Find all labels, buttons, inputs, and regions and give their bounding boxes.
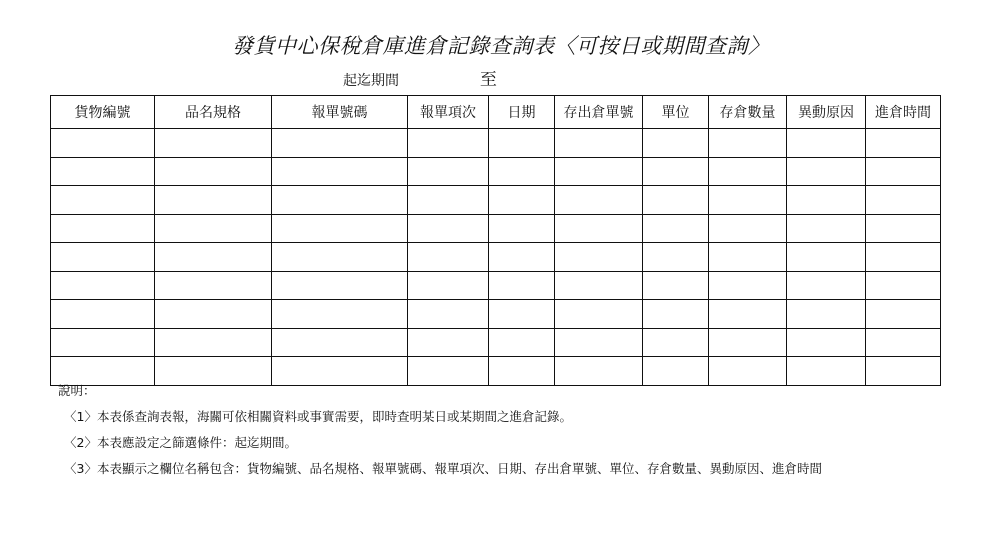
table-cell[interactable] xyxy=(643,186,709,215)
period-to-field[interactable] xyxy=(501,74,573,88)
table-cell[interactable] xyxy=(51,186,155,215)
table-cell[interactable] xyxy=(408,300,489,329)
table-cell[interactable] xyxy=(155,243,272,272)
column-header-declaration-no: 報單號碼 xyxy=(272,96,408,129)
table-cell[interactable] xyxy=(155,157,272,186)
table-row xyxy=(51,186,941,215)
table-cell[interactable] xyxy=(709,300,787,329)
table-cell[interactable] xyxy=(555,300,643,329)
table-cell[interactable] xyxy=(155,271,272,300)
note-2: 〈2〉本表應設定之篩選條件：起迄期間。 xyxy=(64,435,297,450)
table-cell[interactable] xyxy=(709,243,787,272)
table-row xyxy=(51,243,941,272)
table-cell[interactable] xyxy=(408,129,489,158)
table-cell[interactable] xyxy=(709,186,787,215)
table-cell[interactable] xyxy=(272,271,408,300)
table-cell[interactable] xyxy=(643,328,709,357)
table-cell[interactable] xyxy=(787,186,866,215)
table-cell[interactable] xyxy=(643,214,709,243)
notes-heading: 說明： xyxy=(58,383,96,398)
table-cell[interactable] xyxy=(643,300,709,329)
table-cell[interactable] xyxy=(787,271,866,300)
table-cell[interactable] xyxy=(51,300,155,329)
note-1: 〈1〉本表係查詢表報，海關可依相關資料或事實需要，即時查明某日或某期間之進倉記錄。 xyxy=(64,409,572,424)
table-cell[interactable] xyxy=(787,214,866,243)
table-cell[interactable] xyxy=(489,186,555,215)
table-cell[interactable] xyxy=(866,357,941,386)
table-cell[interactable] xyxy=(643,157,709,186)
header-row xyxy=(51,96,941,129)
table-cell[interactable] xyxy=(866,214,941,243)
table-cell[interactable] xyxy=(51,243,155,272)
period-from-field[interactable] xyxy=(403,74,475,88)
table-cell[interactable] xyxy=(787,129,866,158)
table-cell[interactable] xyxy=(555,157,643,186)
column-header-quantity: 存倉數量 xyxy=(709,96,787,129)
table-cell[interactable] xyxy=(643,243,709,272)
table-cell[interactable] xyxy=(709,328,787,357)
table-cell[interactable] xyxy=(555,186,643,215)
table-cell[interactable] xyxy=(709,129,787,158)
table-cell[interactable] xyxy=(155,328,272,357)
table-cell[interactable] xyxy=(709,214,787,243)
period-label: 起迄期間 xyxy=(343,73,399,89)
table-cell[interactable] xyxy=(555,243,643,272)
table-cell[interactable] xyxy=(866,328,941,357)
table-row xyxy=(51,328,941,357)
table-cell[interactable] xyxy=(489,328,555,357)
column-header-item-no: 貨物編號 xyxy=(51,96,155,129)
column-header-description: 品名規格 xyxy=(155,96,272,129)
table-cell[interactable] xyxy=(408,186,489,215)
table-cell[interactable] xyxy=(272,186,408,215)
table-cell[interactable] xyxy=(51,214,155,243)
table-cell[interactable] xyxy=(866,129,941,158)
table-cell[interactable] xyxy=(272,214,408,243)
table-cell[interactable] xyxy=(51,271,155,300)
table-cell[interactable] xyxy=(787,243,866,272)
table-row xyxy=(51,129,941,158)
table-cell[interactable] xyxy=(489,271,555,300)
note-3: 〈3〉本表顯示之欄位名稱包含：貨物編號、品名規格、報單號碼、報單項次、日期、存出倉單號、單位、存倉數量、異動原因、進倉時間 xyxy=(64,461,822,476)
table-cell[interactable] xyxy=(489,214,555,243)
table-cell[interactable] xyxy=(51,129,155,158)
table-cell[interactable] xyxy=(489,129,555,158)
column-header-declaration-item: 報單項次 xyxy=(408,96,489,129)
records-table xyxy=(50,95,941,386)
form-title: 發貨中心保稅倉庫進倉記錄查詢表〈可按日或期間查詢〉 xyxy=(232,34,770,58)
table-cell[interactable] xyxy=(408,328,489,357)
table-cell[interactable] xyxy=(555,129,643,158)
table-cell[interactable] xyxy=(866,271,941,300)
table-cell[interactable] xyxy=(787,157,866,186)
period-to-label: 至 xyxy=(479,70,497,90)
table-row xyxy=(51,214,941,243)
table-cell[interactable] xyxy=(51,157,155,186)
table-cell[interactable] xyxy=(489,243,555,272)
column-header-change-reason: 異動原因 xyxy=(787,96,866,129)
records-body xyxy=(51,129,941,386)
table-cell[interactable] xyxy=(489,157,555,186)
table-cell[interactable] xyxy=(709,157,787,186)
table-cell[interactable] xyxy=(51,328,155,357)
table-cell[interactable] xyxy=(272,328,408,357)
table-cell[interactable] xyxy=(643,271,709,300)
table-cell[interactable] xyxy=(408,271,489,300)
table-cell[interactable] xyxy=(408,157,489,186)
table-cell[interactable] xyxy=(709,271,787,300)
table-cell[interactable] xyxy=(643,129,709,158)
table-cell[interactable] xyxy=(272,129,408,158)
table-cell[interactable] xyxy=(155,300,272,329)
table-row xyxy=(51,300,941,329)
table-row xyxy=(51,157,941,186)
table-cell[interactable] xyxy=(787,300,866,329)
column-header-date: 日期 xyxy=(489,96,555,129)
table-cell[interactable] xyxy=(866,243,941,272)
table-cell[interactable] xyxy=(272,243,408,272)
table-cell[interactable] xyxy=(555,271,643,300)
column-header-warehouse-receipt-no: 存出倉單號 xyxy=(555,96,643,129)
table-cell[interactable] xyxy=(489,300,555,329)
table-cell[interactable] xyxy=(272,300,408,329)
column-header-entry-time: 進倉時間 xyxy=(866,96,941,129)
table-cell[interactable] xyxy=(555,214,643,243)
table-cell[interactable] xyxy=(155,129,272,158)
table-cell[interactable] xyxy=(787,328,866,357)
table-cell[interactable] xyxy=(555,328,643,357)
table-row xyxy=(51,271,941,300)
table-cell[interactable] xyxy=(408,214,489,243)
notes-section xyxy=(58,378,822,482)
table-cell[interactable] xyxy=(408,243,489,272)
table-cell[interactable] xyxy=(155,186,272,215)
table-cell[interactable] xyxy=(866,186,941,215)
table-cell[interactable] xyxy=(272,157,408,186)
table-cell[interactable] xyxy=(155,214,272,243)
table-cell[interactable] xyxy=(866,300,941,329)
column-header-unit: 單位 xyxy=(643,96,709,129)
period-filter xyxy=(343,65,573,90)
table-cell[interactable] xyxy=(866,157,941,186)
